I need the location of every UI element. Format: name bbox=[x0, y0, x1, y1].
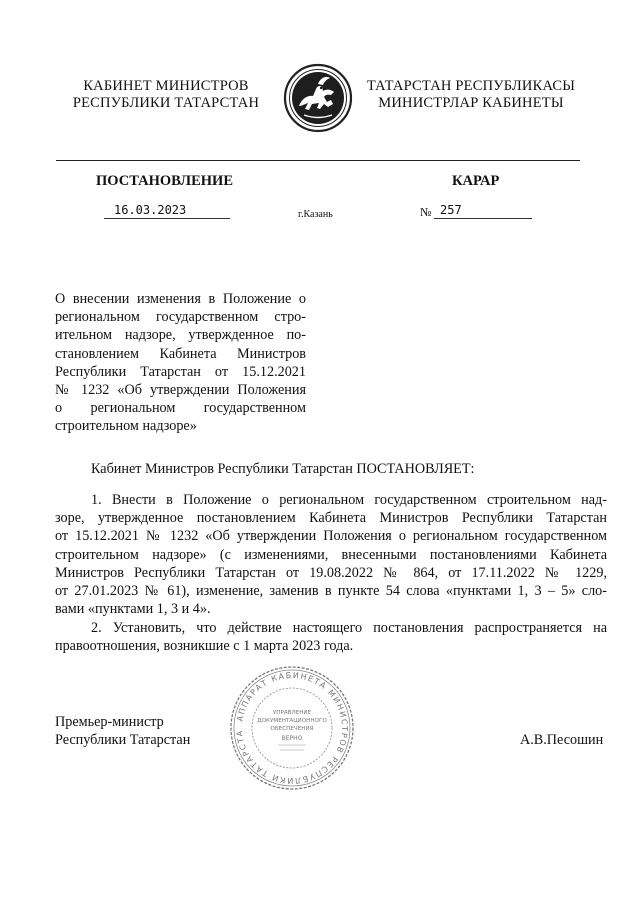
issuer-tt bbox=[362, 78, 580, 112]
subject-line: региональном государственном стро- bbox=[55, 309, 306, 326]
header-rule bbox=[56, 160, 580, 161]
stamp-center-line2: ДОКУМЕНТАЦИОННОГО bbox=[257, 718, 327, 724]
item-1-line: Министров Республики Татарстан от 19.08.2022 № 864, от 17.11.2022 № 1229, bbox=[55, 564, 607, 581]
coat-of-arms-icon bbox=[282, 62, 354, 134]
stamp-center-line4: ВЕРНО bbox=[281, 735, 303, 742]
signatory-position bbox=[55, 713, 190, 749]
signatory-name: А.В.Песошин bbox=[520, 732, 604, 748]
doc-type-tt: КАРАР bbox=[452, 173, 500, 189]
doc-number: 257 bbox=[440, 203, 462, 217]
doc-date: 16.03.2023 bbox=[114, 203, 187, 217]
item-1-line: вами «пунктами 1, 3 и 4». bbox=[55, 601, 211, 618]
date-underline bbox=[104, 218, 230, 219]
item-1 bbox=[55, 491, 607, 618]
issuer-ru-line1: КАБИНЕТ МИНИСТРОВ bbox=[83, 78, 249, 94]
doc-type-ru: ПОСТАНОВЛЕНИЕ bbox=[96, 173, 234, 189]
item-1-line: строительном надзоре» (с изменениями, внесенными постановлениями Кабинета bbox=[55, 546, 607, 563]
issuer-ru bbox=[60, 78, 272, 112]
stamp-ring-text: АППАРАТ КАБИНЕТА МИНИСТРОВ РЕСПУБЛИКИ ТАТАРСТА bbox=[234, 670, 350, 786]
number-underline bbox=[434, 218, 532, 219]
item-1-line: 1. Внести в Положение о региональном государственном строительном над- bbox=[91, 492, 607, 508]
issuer-tt-line1: ТАТАРСТАН РЕСПУБЛИКАСЫ bbox=[366, 78, 576, 94]
doc-city: г.Казань bbox=[298, 209, 333, 220]
signatory-position-line2: Республики Татарстан bbox=[55, 732, 191, 748]
signatory-position-line1: Премьер-министр bbox=[55, 714, 164, 730]
item-2-line: правоотношения, возникшие с 1 марта 2023 года. bbox=[55, 638, 354, 655]
subject-line: Республики Татарстан от 15.12.2021 bbox=[55, 363, 306, 380]
item-2-line: 2. Установить, что действие настоящего постановления распространяется на bbox=[91, 620, 607, 636]
subject-line: О внесении изменения в Положение о bbox=[55, 291, 306, 307]
preamble: Кабинет Министров Республики Татарстан ПОСТАНОВЛЯЕТ: bbox=[91, 461, 475, 477]
item-1-line: от 15.12.2021 № 1232 «Об утверждении Положения о региональном государственном bbox=[55, 528, 607, 545]
doc-subject bbox=[55, 290, 306, 436]
stamp-center-line3: ОБЕСПЕЧЕНИЯ bbox=[270, 726, 314, 732]
svg-text:АППАРАТ КАБИНЕТА МИНИСТРОВ РЕС bbox=[228, 664, 349, 785]
number-prefix: № bbox=[420, 205, 432, 219]
subject-line: ительном надзоре, утвержденное по- bbox=[55, 327, 306, 344]
item-1-line: зоре, утвержденное постановлением Кабинета Министров Республики Татарстан bbox=[55, 510, 607, 527]
official-stamp bbox=[228, 664, 356, 792]
issuer-tt-line2: МИНИСТРЛАР КАБИНЕТЫ bbox=[378, 95, 564, 111]
item-1-line: от 27.01.2023 № 61), изменение, заменив в пункте 54 слова «пунктами 1, 3 – 5» сло- bbox=[55, 583, 607, 600]
subject-line: строительном надзоре» bbox=[55, 418, 197, 435]
subject-line: становлением Кабинета Министров bbox=[55, 345, 306, 362]
stamp-center-line1: УПРАВЛЕНИЕ bbox=[272, 710, 312, 716]
subject-line: о региональном государственном bbox=[55, 400, 306, 417]
subject-line: № 1232 «Об утверждении Положения bbox=[55, 382, 306, 399]
item-2 bbox=[55, 619, 607, 655]
issuer-ru-line2: РЕСПУБЛИКИ ТАТАРСТАН bbox=[72, 95, 260, 111]
